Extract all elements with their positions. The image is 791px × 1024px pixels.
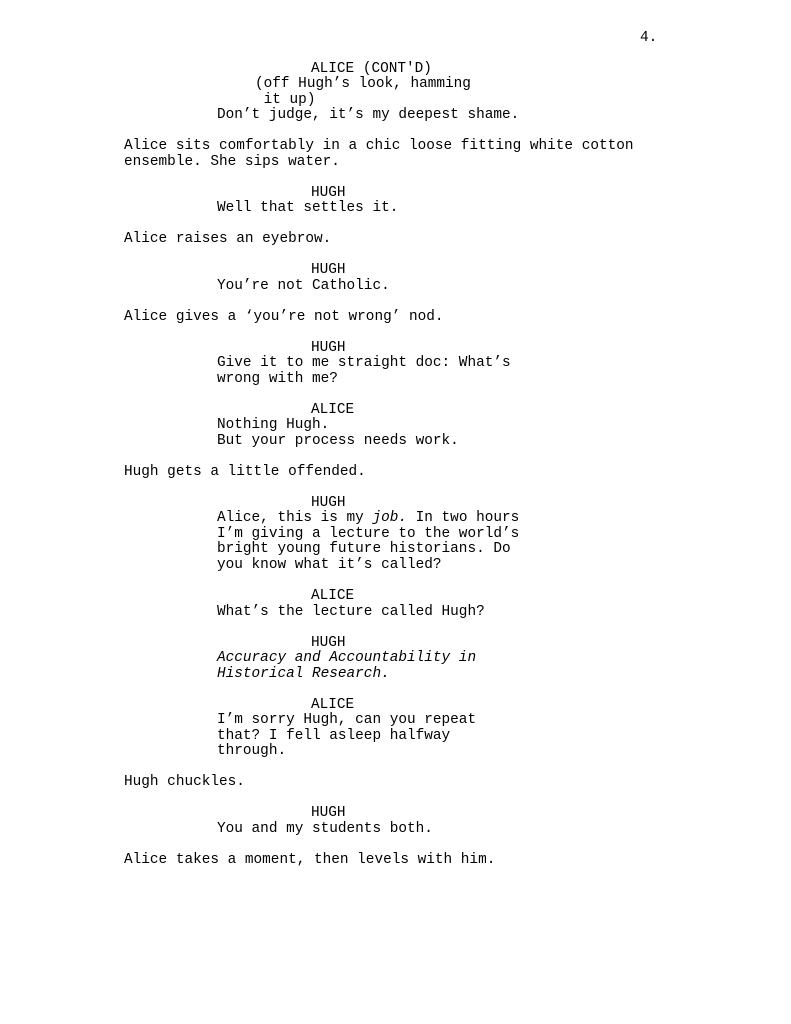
character-name: HUGH bbox=[311, 635, 346, 651]
action-line: Alice takes a moment, then levels with him. bbox=[124, 852, 496, 868]
character-name: HUGH bbox=[311, 340, 346, 356]
character-name: ALICE (CONT'D) bbox=[311, 61, 432, 77]
dialogue: Well that settles it. bbox=[217, 200, 399, 216]
dialogue-text: In two hours I’m giving a lecture to the world’s bright young future historians. Do you know what it’s called? bbox=[217, 510, 520, 573]
dialogue: Don’t judge, it’s my deepest shame. bbox=[217, 107, 520, 123]
dialogue: You’re not Catholic. bbox=[217, 278, 390, 294]
emphasis-text: job. bbox=[372, 510, 407, 526]
character-name: HUGH bbox=[311, 185, 346, 201]
action-line: Hugh gets a little offended. bbox=[124, 464, 366, 480]
character-name: HUGH bbox=[311, 262, 346, 278]
action-line: Hugh chuckles. bbox=[124, 774, 245, 790]
character-name: ALICE bbox=[311, 402, 355, 418]
dialogue-text: Alice, this is my bbox=[217, 510, 373, 526]
action-line: Alice raises an eyebrow. bbox=[124, 231, 332, 247]
action-line: Alice gives a ‘you’re not wrong’ nod. bbox=[124, 309, 444, 325]
character-name: ALICE bbox=[311, 588, 355, 604]
dialogue: Nothing Hugh. But your process needs work. bbox=[217, 417, 459, 449]
dialogue: You and my students both. bbox=[217, 821, 433, 837]
page-number: 4. bbox=[640, 30, 658, 46]
dialogue: Accuracy and Accountability in Historical Research. bbox=[217, 650, 477, 682]
parenthetical: (off Hugh’s look, hamming it up) bbox=[255, 76, 471, 108]
character-name: ALICE bbox=[311, 697, 355, 713]
dialogue: Give it to me straight doc: What’s wrong with me? bbox=[217, 355, 511, 387]
dialogue bbox=[217, 511, 519, 573]
dialogue: What’s the lecture called Hugh? bbox=[217, 604, 485, 620]
character-name: HUGH bbox=[311, 495, 346, 511]
character-name: HUGH bbox=[311, 805, 346, 821]
action-line: Alice sits comfortably in a chic loose fitting white cotton ensemble. She sips water. bbox=[124, 138, 634, 170]
dialogue: I’m sorry Hugh, can you repeat that? I fell asleep halfway through. bbox=[217, 712, 477, 759]
